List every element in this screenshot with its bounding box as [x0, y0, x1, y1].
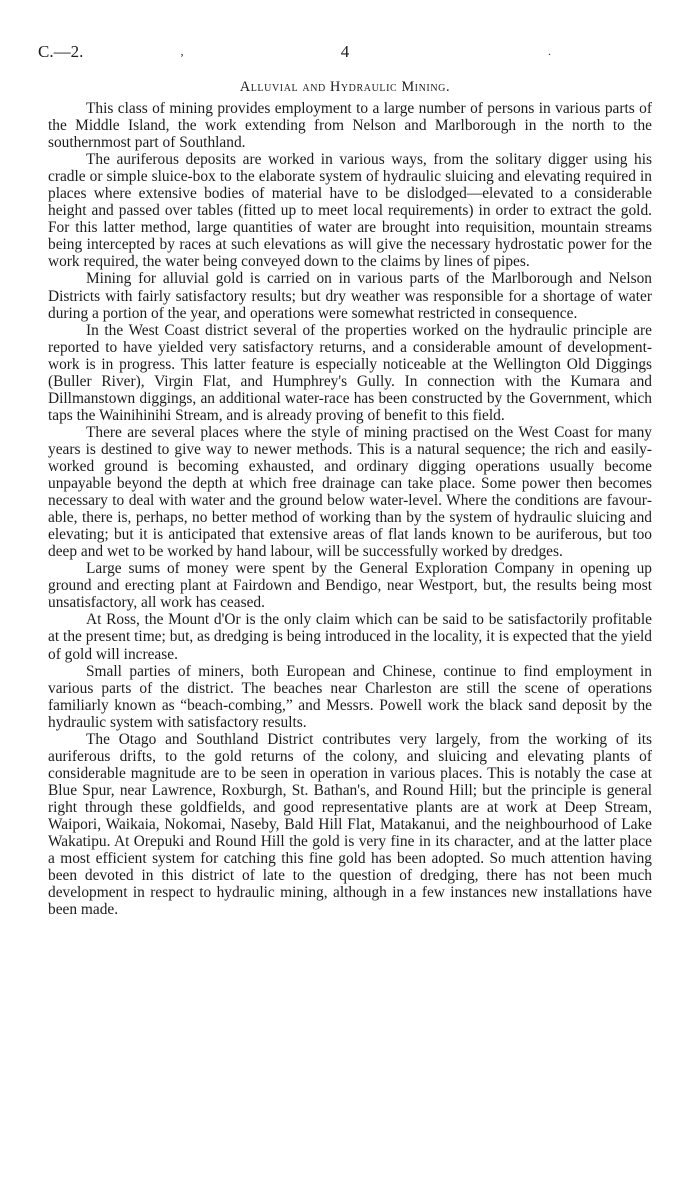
paragraph: Mining for alluvial gold is carried on in various parts of the Marlborough and Nelson Districts with fairly satisfactory results; but dry weather was responsible for a shortage of water during a portion of the year, and operations were somewhat restricted in consequence.: [48, 270, 652, 322]
print-mark: .: [548, 44, 551, 58]
paragraph: The auriferous deposits are worked in various ways, from the solitary digger using his cradle or simple sluice-box to the elaborate system of hydraulic sluicing and elevating required in places where extensive bodies of material have to be dislodged—elevated to a considerable height and passed over tables (fitted up to meet local requirements) in order to extract the gold. For this latter method, large quantities of water are brought into requisition, mountain streams being intercepted by races at such elevations as will give the necessary hydrostatic power for the work required, the water being conveyed down to the claims by lines of pipes.: [48, 151, 652, 271]
page-number: 4: [340, 42, 350, 61]
section-title: Alluvial and Hydraulic Mining.: [239, 79, 451, 95]
paragraph: There are several places where the style of mining practised on the West Coast for many years is destined to give way to newer methods. This is a natural sequence; the rich and easily-worked ground is becoming exhausted, and ordinary digging operations usually become unpayable beyond the depth at which free drainage can take place. Some power then becomes necessary to deal with water and the ground below water-level. Where the conditions are favourable, there is, perhaps, no better method of working than by the system of hydraulic sluicing and elevating; but it is anticipated that extensive areas of flat lands known to be auriferous, but too deep and wet to be worked by hand labour, will be successfully worked by dredges.: [48, 423, 652, 561]
paragraph: Large sums of money were spent by the General Exploration Company in opening up ground and erecting plant at Fairdown and Bendigo, near Westport, but, the results being most unsatisfactory, all work has ceased.: [48, 560, 652, 612]
paragraph: The Otago and Southland District contributes very largely, from the working of its auriferous drifts, to the gold returns of the colony, and sluicing and elevating plants of considerable magnitude are to be seen in operation in various places. This is notably the case at Blue Spur, near Lawrence, Roxburgh, St. Bathan's, and Round Hill; but the principle is general right through these goldfields, and good representative plants are at work at Deep Stream, Waipori, Waikaia, Nokomai, Naseby, Bald Hill Flat, Matakanui, and the neighbourhood of Lake Wakatipu. At Orepuki and Round Hill the gold is very fine in its character, and at the latter place a most efficient system for catching this fine gold has been adopted. So much attention having been devoted in this district of late to the question of dredging, there has not been much development in respect to hydraulic mining, although in a few instances new installations have been made.: [48, 730, 652, 919]
paragraph: In the West Coast district several of the properties worked on the hydraulic principle are reported to have yielded very satisfactory returns, and a considerable amount of development-work is in progress. This latter feature is especially noticeable at the Wellington Old Diggings (Buller River), Virgin Flat, and Humphrey's Gully. In connection with the Kumara and Dillmanstown diggings, an additional water-race has been constructed by the Government, which taps the Wainihinihi Stream, and is already proving of benefit to this field.: [48, 321, 652, 424]
print-mark: ‚: [180, 44, 184, 58]
paragraph: At Ross, the Mount d'Or is the only claim which can be said to be satisfactorily profitable at the present time; but, as dredging is being introduced in the locality, it is expected that the yield of gold will increase.: [48, 611, 652, 663]
page-header: [38, 42, 652, 64]
document-reference: C.—2.: [38, 42, 84, 61]
paragraph: This class of mining provides employment to a large number of persons in various parts of the Middle Island, the work extending from Nelson and Marlborough in the north to the southernmost part of Southland.: [48, 100, 652, 152]
article-body: [48, 100, 652, 918]
paragraph: Small parties of miners, both European and Chinese, continue to find employment in various parts of the district. The beaches near Charleston are still the scene of operations familiarly known as “beach-combing,” and Messrs. Powell work the black sand deposit by the hydraulic system with satisfactory results.: [48, 662, 652, 731]
